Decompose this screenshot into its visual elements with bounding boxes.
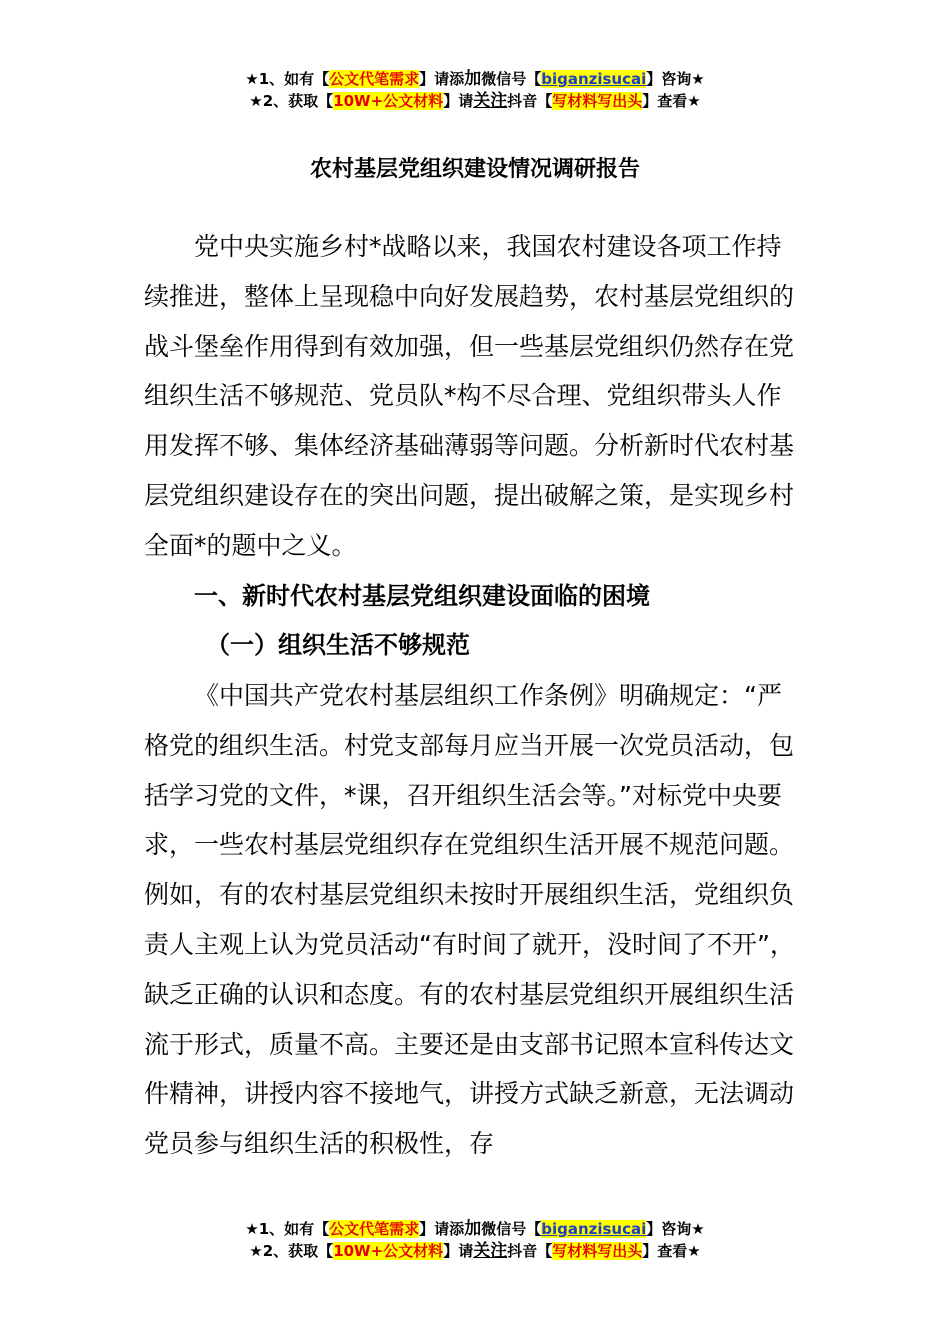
- wechat-id: biganzisucai: [541, 1220, 647, 1238]
- promo-line-2: ★2、获取【10W+公文材料】请关注抖音【写材料写出头】查看★: [249, 1241, 701, 1261]
- body-paragraph: 《中国共产党农村基层组织工作条例》明确规定：“严格党的组织生活。村党支部每月应当开展一次党员活动，包括学习党的文件，*课，召开组织生活会等。”对标党中央要求，一些农村基层党组织存在党组织生活开展不规范问题。例如，有的农村基层党组织未按时开展组织生活，党组织负责人主观上认为党员活动“有时间了就开，没时间了不开”，缺乏正确的认识和态度。有的农村基层党组织开展组织生活流于形式，质量不高。主要还是由支部书记照本宣科传达文件精神，讲授内容不接地气，讲授方式缺乏新意，无法调动党员参与组织生活的积极性，存: [144, 681, 795, 1159]
- subsection-heading: （一）组织生活不够规范: [206, 631, 470, 659]
- highlight-service: 公文代笔需求: [329, 1220, 420, 1238]
- douyin-account: 写材料写出头: [552, 92, 643, 110]
- wechat-id: biganzisucai: [541, 70, 647, 88]
- intro-paragraph: 党中央实施乡村*战略以来，我国农村建设各项工作持续推进，整体上呈现稳中向好发展趋势，农村基层党组织的战斗堡垒作用得到有效加强，但一些基层党组织仍然存在党组织生活不够规范、党员队*构不尽合理、党组织带头人作用发挥不够、集体经济基础薄弱等问题。分析新时代农村基层党组织建设存在的突出问题，提出破解之策，是实现乡村全面*的题中之义。: [144, 232, 795, 560]
- highlight-materials: 10W+公文材料: [333, 92, 444, 110]
- highlight-materials: 10W+公文材料: [333, 1242, 444, 1260]
- douyin-account: 写材料写出头: [552, 1242, 643, 1260]
- highlight-service: 公文代笔需求: [329, 70, 420, 88]
- section-heading: 一、新时代农村基层党组织建设面临的困境: [194, 582, 650, 610]
- promo-line-2: ★2、获取【10W+公文材料】请关注抖音【写材料写出头】查看★: [249, 91, 701, 111]
- document-title: 农村基层党组织建设情况调研报告: [309, 157, 640, 182]
- promo-line-1: ★1、如有【公文代笔需求】请添加微信号【biganzisucai】咨询★: [245, 1219, 705, 1239]
- promo-line-1: ★1、如有【公文代笔需求】请添加微信号【biganzisucai】咨询★: [245, 69, 705, 89]
- promo-footer: [0, 1218, 950, 1262]
- promo-header: [0, 68, 950, 112]
